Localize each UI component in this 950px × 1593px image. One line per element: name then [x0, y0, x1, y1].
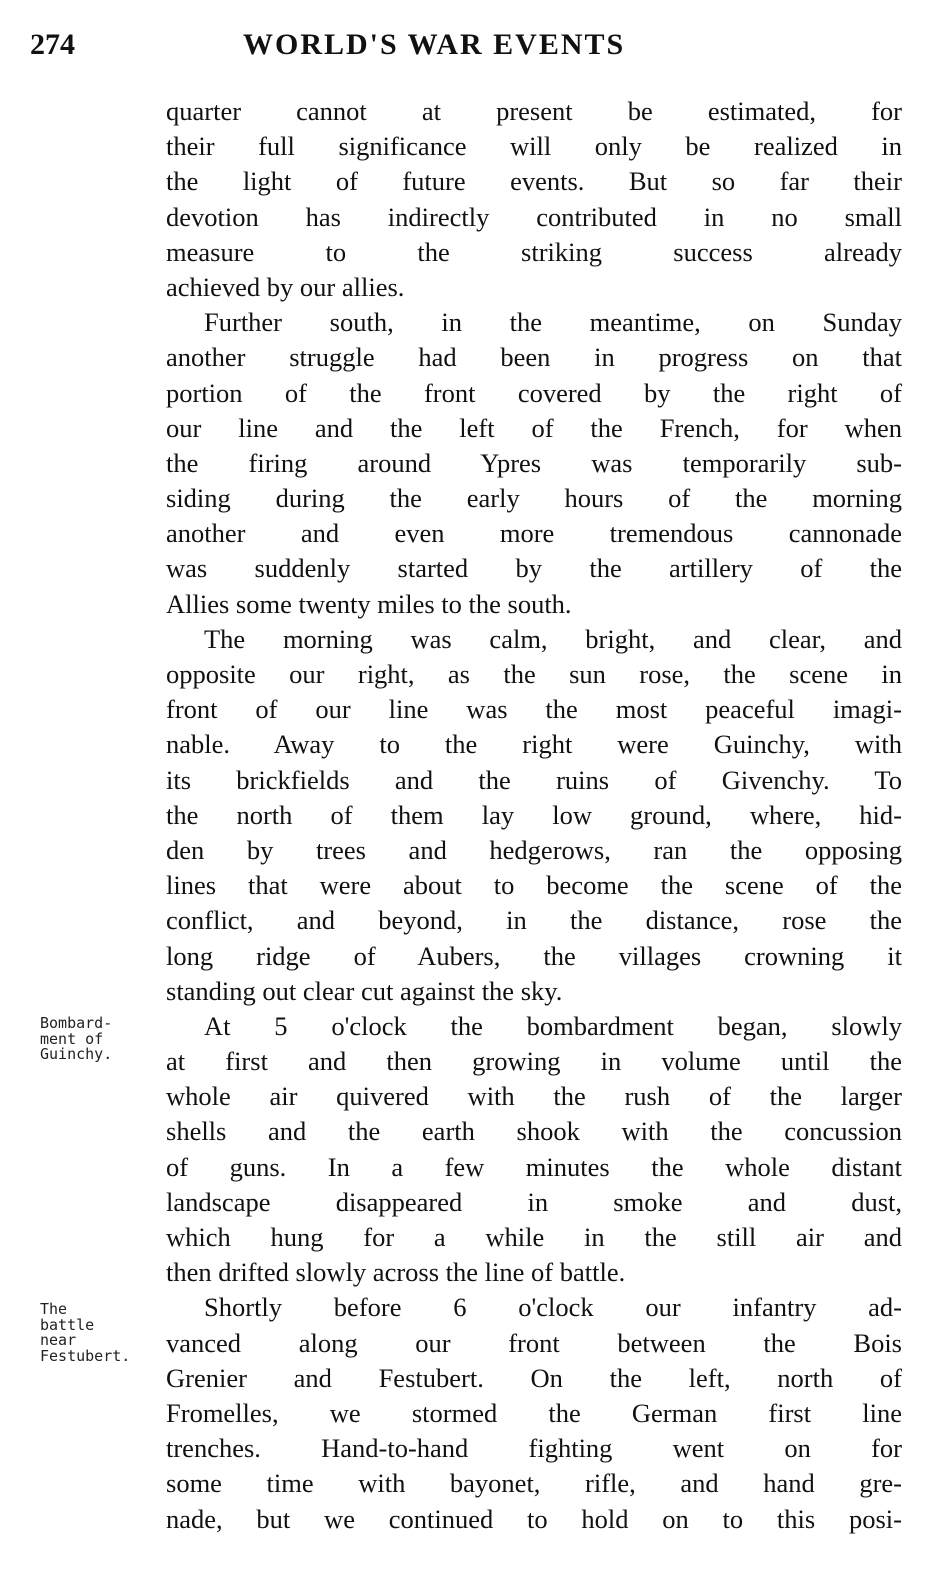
- text-line: whole air quivered with the rush of the larger: [166, 1081, 902, 1112]
- page-number: 274: [30, 28, 75, 61]
- margin-note-line: ment of: [40, 1029, 104, 1048]
- text-line: landscape disappeared in smoke and dust,: [166, 1186, 902, 1217]
- text-line: At 5 o'clock the bombardment began, slowly: [204, 1010, 902, 1041]
- margin-note-line: The: [40, 1300, 68, 1318]
- text-line: quarter cannot at present be estimated, for: [166, 96, 902, 126]
- text-line: conflict, and beyond, in the distance, rose the: [166, 905, 902, 936]
- text-line: portion of the front covered by the right of: [166, 377, 902, 408]
- text-line: Further south, in the meantime, on Sunday: [204, 307, 902, 338]
- margin-note-battle: [40, 1302, 130, 1364]
- text-line: the north of them lay low ground, where, hid-: [166, 799, 902, 830]
- text-line: front of our line was the most peaceful imagi-: [166, 694, 902, 725]
- text-line: which hung for a while in the still air and: [166, 1222, 902, 1252]
- text-line: Shortly before 6 o'clock our infantry ad-: [204, 1292, 902, 1323]
- text-line: devotion has indirectly contributed in no small: [166, 201, 902, 232]
- text-line: standing out clear cut against the sky.: [166, 975, 563, 1006]
- body-text: [166, 94, 902, 1537]
- text-line: at first and then growing in volume until the: [166, 1046, 902, 1077]
- paragraph: [166, 1009, 902, 1291]
- text-line: Grenier and Festubert. On the left, north of: [166, 1362, 902, 1393]
- text-line: the light of future events. But so far their: [166, 166, 902, 197]
- margin-note-line: Guinchy.: [40, 1045, 113, 1063]
- text-line: was suddenly started by the artillery of the: [166, 553, 902, 584]
- text-line: nable. Away to the right were Guinchy, with: [166, 729, 902, 760]
- paragraph: [166, 1290, 902, 1536]
- text-line: some time with bayonet, rifle, and hand gre-: [166, 1468, 902, 1499]
- text-line: Allies some twenty miles to the south.: [166, 588, 572, 619]
- paragraph: [166, 622, 902, 1009]
- text-line: then drifted slowly across the line of battle.: [166, 1257, 626, 1288]
- text-line: siding during the early hours of the morning: [166, 483, 902, 514]
- text-line: den by trees and hedgerows, ran the opposing: [166, 834, 902, 865]
- text-line: another struggle had been in progress on that: [166, 342, 902, 373]
- text-line: the firing around Ypres was temporarily sub-: [166, 447, 902, 478]
- text-line: long ridge of Aubers, the villages crowning it: [166, 940, 902, 971]
- margin-note-line: battle: [40, 1315, 95, 1334]
- text-line: lines that were about to become the scene of the: [166, 870, 902, 901]
- margin-note-line: Bombard-: [40, 1014, 113, 1032]
- text-line: of guns. In a few minutes the whole distant: [166, 1151, 902, 1182]
- text-line: trenches. Hand-to-hand fighting went on for: [166, 1433, 902, 1464]
- text-line: shells and the earth shook with the concussion: [166, 1116, 902, 1147]
- margin-note-bombardment: [40, 1016, 112, 1063]
- text-line: another and even more tremendous cannonade: [166, 518, 902, 549]
- text-line: our line and the left of the French, for when: [166, 412, 902, 443]
- page-header: [0, 28, 950, 72]
- paragraph: [166, 305, 902, 622]
- text-line: vanced along our front between the Bois: [166, 1327, 902, 1358]
- text-line: nade, but we continued to hold on to this posi-: [166, 1503, 902, 1534]
- text-line: achieved by our allies.: [166, 271, 405, 302]
- text-line: measure to the striking success already: [166, 236, 902, 267]
- text-line: its brickfields and the ruins of Givenchy. To: [166, 764, 902, 795]
- text-line: opposite our right, as the sun rose, the scene in: [166, 659, 902, 689]
- margin-note-line: near: [40, 1331, 77, 1349]
- text-line: their full significance will only be realized in: [166, 131, 902, 162]
- text-line: Fromelles, we stormed the German first line: [166, 1397, 902, 1428]
- text-line: The morning was calm, bright, and clear, and: [204, 623, 902, 654]
- margin-note-line: Festubert.: [40, 1346, 131, 1365]
- paragraph: [166, 94, 902, 305]
- running-title: WORLD'S WAR EVENTS: [243, 28, 626, 61]
